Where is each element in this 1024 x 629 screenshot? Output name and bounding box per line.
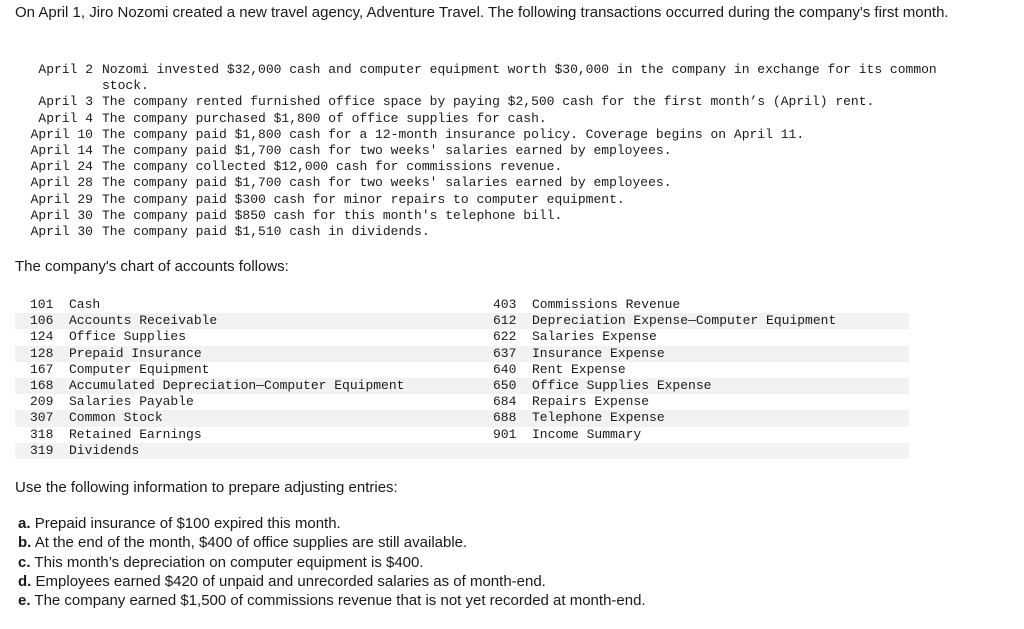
account-name: Common Stock [69,410,163,426]
transaction-date: April 28 [30,175,93,191]
account-number: 106 [30,313,54,329]
transaction-description: The company paid $850 cash for this month's telephone bill. [102,207,563,223]
account-row [15,378,909,394]
transaction-row [15,62,1005,78]
account-number: 688 [493,410,517,426]
transaction-description: The company paid $1,700 cash for two weeks' salaries earned by employees. [102,175,672,191]
transaction-row [15,159,1005,175]
transaction-description: Nozomi invested $32,000 cash and computer equipment worth $30,000 in the company in exchange for its common [102,62,937,77]
account-number: 650 [493,377,517,393]
account-row [15,443,909,459]
account-number: 209 [30,394,54,410]
transaction-date: April 2 [38,62,93,77]
adjustment-text: Prepaid insurance of $100 expired this month. [34,515,341,532]
transaction-row [15,111,1005,127]
transaction-date: April 24 [30,159,93,175]
transaction-description: The company rented furnished office space by paying $2,500 cash for the first month’s (April) rent. [102,94,875,110]
account-number: 124 [30,329,54,345]
account-number [493,443,532,459]
account-number: 612 [493,313,517,329]
transaction-description: The company paid $1,800 cash for a 12-month insurance policy. Coverage begins on April 11. [102,126,805,142]
adjustment-letter: c. [18,553,31,571]
account-name: Depreciation Expense—Computer Equipment [532,313,837,329]
transaction-date: April 10 [30,126,93,142]
account-name: Commissions Revenue [532,297,681,312]
transaction-row [15,224,1005,240]
account-row [15,297,909,313]
transaction-row [15,175,1005,191]
account-name: Office Supplies Expense [532,377,712,393]
transaction-description: The company purchased $1,800 of office supplies for cash. [102,110,547,126]
adjustment-letter: a. [18,515,31,532]
adjustment-letter: b. [18,534,32,552]
account-number: 684 [493,394,517,410]
account-name: Insurance Expense [532,345,665,361]
transaction-description: The company paid $1,700 cash for two weeks' salaries earned by employees. [102,143,672,159]
account-row [15,410,909,426]
adjustment-item [18,533,646,552]
account-number: 319 [30,442,54,458]
account-name: Salaries Payable [69,394,194,410]
transaction-row [15,127,1005,143]
account-number: 640 [493,361,517,377]
transaction-row [15,94,1005,110]
account-row [15,362,909,378]
account-number: 168 [30,377,54,393]
intro-paragraph: On April 1, Jiro Nozomi created a new travel agency, Adventure Travel. The following transactions occurred during the company's first month. [15,4,949,21]
account-number: 901 [493,426,517,442]
adjustment-text: The company earned $1,500 of commissions revenue that is not yet recorded at month-end. [34,592,646,610]
account-name: Telephone Expense [532,410,665,426]
account-number: 622 [493,329,517,345]
account-number: 318 [30,426,54,442]
transaction-row [15,143,1005,159]
transaction-date: April 29 [30,191,93,207]
adjustment-item [18,591,646,610]
account-name: Accounts Receivable [69,313,218,329]
chart-of-accounts-heading: The company's chart of accounts follows: [15,258,289,275]
adjustment-text: Employees earned $420 of unpaid and unrecorded salaries as of month-end. [35,572,546,590]
adjustment-item [18,572,646,591]
transaction-date: April 14 [30,143,93,159]
chart-of-accounts-table [15,297,909,459]
transaction-description-continuation: stock. [102,78,149,94]
account-name: Computer Equipment [69,361,210,377]
account-name: Dividends [69,442,140,458]
account-row [15,329,909,345]
account-number: 403 [493,297,517,312]
adjustment-text: This month’s depreciation on computer equipment is $400. [34,553,424,571]
account-row [15,346,909,362]
account-number: 167 [30,361,54,377]
transaction-date: April 30 [30,207,93,223]
account-name: Repairs Expense [532,394,650,410]
adjustment-item [18,514,646,533]
transaction-row [15,208,1005,224]
transaction-date: April 30 [30,224,93,240]
account-row [15,427,909,443]
adjustments-list [18,514,646,610]
account-number: 307 [30,410,54,426]
adjustment-text: At the end of the month, $400 of office supplies are still available. [34,534,468,552]
account-name: Cash [69,297,101,312]
account-name: Prepaid Insurance [69,345,202,361]
account-row [15,313,909,329]
account-name: Income Summary [532,426,642,442]
account-name: Office Supplies [69,329,187,345]
account-name: Rent Expense [532,361,626,377]
transaction-description: The company paid $300 cash for minor repairs to computer equipment. [102,191,625,207]
transactions-list [15,62,1005,240]
transaction-row [15,192,1005,208]
adjustment-item [18,553,646,572]
adjustment-letter: e. [18,592,31,610]
transaction-description: The company paid $1,510 cash in dividends. [102,224,430,240]
transaction-row-continuation [15,78,1005,94]
adjustment-letter: d. [18,572,32,590]
account-name: Retained Earnings [69,426,202,442]
account-name: Accumulated Depreciation—Computer Equipment [69,377,405,393]
account-number: 128 [30,345,54,361]
account-row [15,394,909,410]
account-name: Salaries Expense [532,329,657,345]
account-number: 101 [30,297,54,312]
transaction-date: April 3 [38,94,93,110]
adjustments-heading: Use the following information to prepare adjusting entries: [15,479,398,496]
transaction-description: The company collected $12,000 cash for commissions revenue. [102,159,563,175]
account-number: 637 [493,345,517,361]
transaction-date: April 4 [38,110,93,126]
